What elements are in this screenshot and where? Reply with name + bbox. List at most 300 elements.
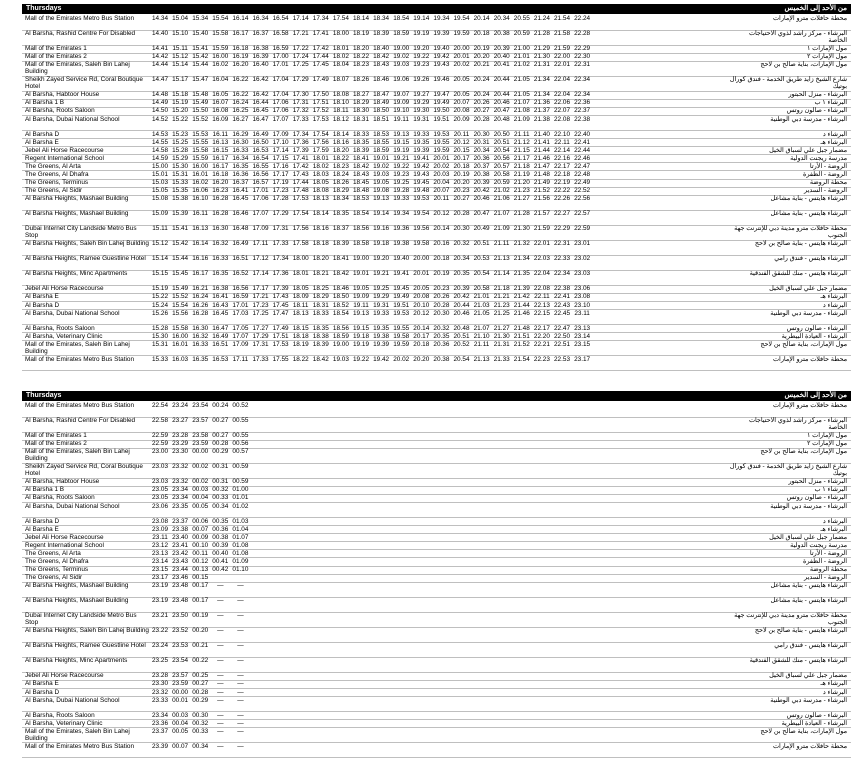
departure-time: — (217, 657, 224, 665)
departure-time: 20.56 (493, 154, 510, 162)
departure-time: 00.28 (212, 440, 229, 448)
departure-time: 00.38 (212, 533, 229, 541)
stop-name: Mall of the Emirates 1 (25, 432, 87, 439)
departure-time: 15.56 (172, 309, 189, 317)
departure-time: 16.33 (232, 146, 249, 154)
departure-time: 22.47 (554, 324, 570, 332)
departure-time: 20.57 (493, 162, 510, 170)
departure-time: — (217, 642, 224, 650)
stop-name: Mall of the Emirates, Saleh Bin Lahej Building (25, 448, 130, 463)
departure-time: 14.53 (152, 130, 168, 138)
departure-time: 21.05 (513, 91, 530, 99)
departure-time: 17.09 (272, 130, 289, 138)
stop-name: Al Barsha Heights, Ramee Guestline Hotel (25, 642, 146, 650)
departure-time: 00.27 (212, 417, 229, 424)
stop-name: Sheikh Zayed Service Rd, Coral Boutique Hotel (25, 463, 143, 478)
departure-time: 16.45 (252, 107, 269, 115)
departure-time: 18.59 (373, 146, 390, 154)
departure-time: 17.10 (272, 138, 289, 146)
departure-time: 00.56 (232, 440, 249, 448)
table-row (22, 116, 851, 132)
departure-time: 00.04 (172, 719, 189, 727)
departure-time: 16.28 (212, 195, 229, 203)
departure-time: 21.13 (473, 355, 490, 363)
departure-time: 22.47 (574, 162, 591, 170)
stop-name: Al Barsha Heights, Mashael Building (25, 195, 129, 203)
departure-time: 17.50 (312, 91, 329, 99)
departure-time: 19.00 (353, 255, 369, 263)
departure-time: 17.33 (272, 240, 289, 248)
departure-time: 21.13 (493, 255, 510, 263)
departure-time: 15.15 (152, 270, 168, 278)
departure-time: 21.27 (493, 324, 510, 332)
departure-time: 19.29 (373, 293, 390, 301)
departure-time: 20.28 (473, 115, 490, 123)
stop-name: The Greens, Terminus (25, 566, 89, 574)
departure-time: 18.50 (373, 107, 390, 115)
departure-time: 19.15 (353, 324, 369, 332)
stop-name-arabic: محطة حافلات مترو مدينة دبي للإنترنت جهة الجنوب (734, 225, 847, 240)
departure-time: 21.02 (513, 61, 530, 69)
departure-time: 17.36 (272, 270, 289, 278)
departure-time: 14.47 (152, 76, 168, 84)
departure-time: 20.50 (493, 130, 510, 138)
departure-time: 18.31 (353, 115, 369, 123)
departure-time: 23.27 (172, 417, 189, 424)
departure-time: 23.06 (152, 502, 168, 510)
departure-time: 00.13 (192, 566, 209, 574)
departure-time: 22.29 (574, 45, 591, 52)
departure-time: 18.09 (292, 293, 309, 301)
departure-time: 16.55 (252, 162, 269, 170)
departure-time: 20.58 (493, 171, 510, 178)
departure-time: 22.11 (534, 293, 550, 301)
departure-time: 22.36 (574, 99, 591, 107)
departure-time: 20.04 (433, 179, 450, 187)
stop-name-arabic: البرشاء - منزل الحبتور (788, 478, 847, 486)
stop-name-arabic: مول الإمارات، بناية صالح بن لاحج (760, 448, 847, 456)
departure-time: 15.09 (152, 210, 168, 218)
departure-time: 18.29 (312, 293, 329, 301)
departure-time: 16.11 (192, 210, 208, 218)
departure-time: 23.28 (152, 672, 168, 680)
departure-time: 23.02 (574, 255, 591, 263)
departure-time: 22.40 (574, 130, 591, 138)
departure-time: 17.11 (252, 240, 269, 248)
departure-time: 23.36 (152, 719, 168, 727)
stop-name: Al Barsha D (25, 130, 60, 138)
departure-time: 23.34 (152, 711, 168, 719)
stop-name-arabic: الروضة - السدير (804, 574, 847, 582)
departure-time: 16.17 (212, 154, 229, 162)
departure-time: 18.47 (373, 91, 390, 99)
stop-name: Al Barsha, Dubai National School (25, 309, 120, 317)
departure-time: 20.12 (413, 309, 430, 317)
departure-time: 18.20 (353, 45, 369, 52)
departure-time: 15.42 (192, 53, 209, 61)
departure-time: 18.59 (393, 30, 410, 37)
departure-time: 21.33 (493, 355, 510, 363)
departure-time: 21.47 (533, 162, 550, 170)
departure-time: 14.34 (152, 15, 168, 22)
departure-time: 15.55 (192, 138, 209, 146)
departure-time: — (237, 672, 244, 680)
departure-time: 20.24 (473, 91, 490, 99)
departure-time: 23.52 (172, 627, 189, 635)
departure-time: 15.22 (172, 115, 189, 123)
departure-time: 22.30 (574, 53, 591, 61)
stop-name-arabic: محطة حافلات مترو الإمارات (773, 15, 847, 22)
departure-time: 23.06 (574, 285, 591, 293)
departure-time: 18.43 (353, 171, 369, 178)
departure-time: 21.09 (493, 225, 510, 233)
departure-time: 20.26 (473, 99, 490, 107)
departure-time: 18.50 (332, 293, 349, 301)
departure-time: — (237, 627, 244, 635)
departure-time: 22.33 (554, 255, 570, 263)
departure-time: — (217, 719, 224, 727)
section-title: Thursdays (26, 5, 62, 12)
departure-time: 20.36 (473, 154, 490, 162)
departure-time: 23.53 (172, 642, 189, 650)
stop-name-arabic: البرشاء - مركز راشد لذوي الاحتياجات الخاصة (748, 30, 847, 44)
departure-time: 17.44 (312, 53, 329, 61)
departure-time: 21.56 (533, 195, 550, 203)
departure-time: 00.52 (232, 402, 249, 409)
table-row (22, 341, 851, 357)
departure-time: 00.04 (192, 494, 209, 502)
departure-time: 23.25 (152, 657, 168, 665)
departure-time: 16.47 (252, 115, 269, 123)
table-row (22, 612, 851, 628)
departure-time: 23.40 (172, 533, 189, 541)
stop-name-arabic: البرشاء هـ (820, 680, 847, 688)
departure-time: 19.22 (413, 53, 430, 61)
departure-time: 23.22 (152, 627, 168, 635)
departure-time: 16.49 (232, 240, 249, 248)
departure-time: 21.44 (533, 146, 550, 154)
departure-time: 19.40 (433, 45, 450, 52)
departure-time: 19.22 (353, 355, 369, 363)
departure-time: 20.14 (473, 15, 490, 22)
departure-time: 16.08 (212, 107, 229, 115)
stop-name-arabic: البرشاء - صالون روتس (786, 324, 847, 332)
departure-time: 20.47 (473, 210, 490, 218)
table-row (22, 642, 851, 658)
departure-time: 21.11 (473, 340, 490, 348)
departure-time: 21.57 (533, 210, 550, 218)
departure-time: 19.35 (373, 324, 390, 332)
departure-time: 15.20 (172, 107, 189, 115)
departure-time: 20.40 (493, 53, 510, 61)
departure-time: 00.02 (192, 463, 209, 471)
departure-time: 19.39 (433, 30, 450, 37)
departure-time: 18.01 (292, 270, 309, 278)
departure-time: 18.11 (292, 301, 309, 309)
departure-time: 23.13 (574, 324, 591, 332)
departure-time: 16.37 (252, 30, 269, 37)
departure-time: 22.49 (574, 179, 591, 187)
departure-time: 21.28 (533, 30, 550, 37)
departure-time: 20.44 (493, 76, 510, 84)
departure-time: 17.05 (232, 324, 249, 332)
departure-time: 23.13 (152, 549, 168, 557)
departure-time: 14.44 (152, 61, 168, 69)
departure-time: 19.21 (373, 270, 390, 278)
departure-time: 23.48 (172, 597, 189, 605)
departure-time: 23.03 (152, 463, 168, 471)
departure-time: 23.05 (152, 486, 168, 494)
departure-time: 21.42 (513, 293, 530, 301)
departure-time: 15.19 (172, 99, 189, 107)
departure-time: 19.36 (393, 225, 410, 233)
departure-time: 17.29 (252, 332, 269, 340)
stop-name: Al Barsha Heights, Mashael Building (25, 582, 129, 590)
departure-time: 22.59 (152, 440, 168, 448)
departure-time: — (237, 742, 244, 750)
departure-time: 22.20 (533, 332, 550, 340)
departure-time: 20.18 (433, 255, 450, 263)
departure-time: 20.30 (433, 309, 450, 317)
departure-time: 22.31 (574, 61, 591, 69)
departure-time: 19.42 (413, 162, 430, 170)
departure-time: 16.49 (252, 130, 269, 138)
departure-time: 20.20 (473, 53, 490, 61)
departure-time: 18.54 (353, 210, 369, 218)
departure-time: 00.35 (212, 517, 229, 525)
departure-time: 22.45 (554, 309, 570, 317)
departure-time: 19.48 (413, 187, 430, 195)
departure-time: 21.01 (473, 293, 490, 301)
departure-time: 20.34 (473, 146, 490, 154)
stop-name: Al Barsha, Habtoor House (25, 91, 100, 99)
departure-time: 22.34 (574, 76, 591, 84)
departure-time: 18.46 (373, 76, 390, 84)
departure-time: 20.59 (513, 30, 530, 37)
departure-time: 22.08 (554, 115, 570, 123)
departure-time: 18.29 (332, 187, 349, 195)
departure-time: 16.25 (232, 107, 249, 115)
stop-name-arabic: محطة الروضة (809, 566, 847, 574)
departure-time: 19.10 (393, 107, 410, 115)
departure-time: 19.13 (353, 309, 369, 317)
departure-time: 17.43 (272, 293, 289, 301)
departure-time: 17.25 (252, 309, 269, 317)
departure-time: 17.34 (312, 15, 329, 22)
stop-name: The Greens, Al Dhafra (25, 171, 89, 178)
departure-time: 20.41 (493, 61, 510, 69)
departure-time: 19.45 (413, 179, 430, 187)
departure-time: 19.41 (393, 270, 410, 278)
departure-time: 20.47 (493, 107, 510, 115)
departure-time: 21.40 (533, 130, 550, 138)
departure-time: 19.06 (393, 76, 410, 84)
departure-time: — (237, 727, 244, 735)
departure-time: 16.59 (272, 45, 289, 52)
departure-time: 21.34 (513, 255, 530, 263)
departure-time: 21.05 (513, 76, 530, 84)
departure-time: 20.23 (433, 285, 450, 293)
departure-time: 22.22 (554, 187, 570, 195)
stop-name-arabic: البرشاء - مدرسة دبي الوطنية (770, 502, 847, 510)
departure-time: 21.59 (554, 45, 570, 52)
stop-name-arabic: مضمار جبل علي لسباق الخيل (769, 285, 847, 293)
departure-time: 22.38 (554, 285, 570, 293)
departure-time: 19.53 (393, 309, 410, 317)
departure-time: 16.00 (172, 332, 189, 340)
departure-time: 00.29 (212, 448, 229, 456)
departure-time: 17.42 (312, 45, 329, 52)
stop-name: Regent International School (25, 541, 104, 549)
departure-time: 00.09 (192, 533, 209, 541)
departure-time: 19.39 (373, 340, 390, 348)
departure-time: 00.31 (212, 478, 229, 486)
table-row (22, 356, 851, 372)
departure-time: 20.07 (453, 99, 470, 107)
departure-time: 19.51 (393, 301, 410, 309)
stop-name: Al Barsha E (25, 525, 59, 533)
table-row (22, 657, 851, 673)
departure-time: — (237, 612, 244, 620)
departure-time: 20.52 (453, 340, 470, 348)
stop-name: Jebel Ali Horse Racecourse (25, 285, 104, 293)
departure-time: 19.02 (373, 162, 390, 170)
departure-time: 18.14 (332, 130, 349, 138)
departure-time: 19.14 (373, 210, 390, 218)
departure-time: 20.05 (453, 91, 470, 99)
departure-time: 17.51 (272, 332, 289, 340)
departure-time: 14.59 (152, 154, 168, 162)
departure-time: 18.12 (332, 115, 349, 123)
table-row (22, 627, 851, 643)
departure-time: 17.39 (292, 146, 309, 154)
departure-time: 20.23 (453, 187, 470, 195)
departure-time: 19.09 (393, 99, 410, 107)
departure-time: 00.17 (192, 597, 209, 605)
departure-time: — (217, 680, 224, 688)
departure-time: 00.01 (172, 696, 189, 704)
departure-time: 21.32 (513, 240, 530, 248)
departure-time: 21.41 (533, 138, 550, 146)
departure-time: 18.05 (312, 179, 329, 187)
departure-time: 23.43 (172, 558, 189, 565)
departure-time: 19.42 (433, 53, 450, 61)
departure-time: 21.39 (513, 285, 530, 293)
departure-time: 18.20 (332, 146, 349, 154)
departure-time: 00.03 (192, 486, 209, 494)
stop-name-arabic: مول الإمارات، بناية صالح بن لاحج (760, 61, 847, 69)
departure-time: 19.00 (393, 45, 410, 52)
stop-name-arabic: البرشاء - صالون روتس (786, 711, 847, 719)
departure-time: 22.26 (554, 195, 570, 203)
departure-time: 21.34 (533, 91, 550, 99)
departure-time: 18.23 (353, 61, 369, 69)
stop-name: Mall of the Emirates Metro Bus Station (25, 742, 135, 750)
departure-time: 19.02 (393, 53, 410, 61)
departure-time: 22.08 (533, 285, 550, 293)
table-row (22, 463, 851, 479)
stop-name: The Greens, Al Sidir (25, 574, 83, 582)
departure-time: — (217, 742, 224, 750)
departure-time: 22.01 (533, 240, 550, 248)
departure-time: 17.49 (272, 324, 289, 332)
departure-time: 19.59 (453, 30, 470, 37)
stop-name-arabic: الروضة - الظفرة (803, 558, 847, 565)
departure-time: 16.13 (192, 225, 209, 233)
departure-time: 20.34 (453, 255, 470, 263)
departure-time: 20.02 (393, 355, 410, 363)
departure-time: 00.31 (212, 463, 229, 471)
departure-time: 20.36 (433, 340, 450, 348)
departure-time: 14.41 (152, 45, 168, 52)
departure-time: 23.54 (192, 402, 209, 409)
departure-time: 18.22 (353, 53, 369, 61)
departure-time: 21.31 (533, 61, 550, 69)
departure-time: 19.55 (393, 324, 410, 332)
departure-time: 22.52 (574, 187, 591, 195)
departure-time: 15.47 (192, 76, 209, 84)
departure-time: 23.38 (172, 525, 189, 533)
departure-time: 00.34 (192, 742, 209, 750)
departure-time: 16.50 (252, 138, 269, 146)
departure-time: 16.13 (212, 138, 229, 146)
departure-time: 18.39 (353, 146, 369, 154)
stop-name: Al Barsha Heights, Saleh Bin Lahej Building (25, 240, 149, 248)
departure-time: 21.36 (533, 99, 550, 107)
departure-time: 18.08 (312, 187, 329, 195)
departure-time: 19.33 (393, 195, 410, 203)
table-row (22, 697, 851, 713)
departure-time: 18.04 (332, 61, 349, 69)
departure-time: 19.56 (413, 225, 430, 233)
departure-time: 16.00 (212, 53, 229, 61)
departure-time: 22.06 (554, 99, 570, 107)
departure-time: 23.58 (192, 432, 209, 439)
departure-time: — (237, 719, 244, 727)
departure-time: 01.08 (232, 541, 249, 549)
departure-time: 17.06 (252, 195, 269, 203)
departure-time: 16.19 (232, 53, 249, 61)
departure-time: 15.41 (172, 225, 189, 233)
departure-time: 18.35 (312, 324, 329, 332)
table-row (22, 76, 851, 92)
departure-time: 23.19 (152, 597, 168, 605)
departure-time: 22.31 (554, 240, 570, 248)
departure-time: 20.21 (473, 61, 490, 69)
departure-time: 21.31 (493, 340, 510, 348)
departure-time: 00.57 (232, 448, 249, 456)
stop-name-arabic: البرشاء - مدرسة دبي الوطنية (770, 696, 847, 704)
departure-time: 19.59 (393, 340, 410, 348)
departure-time: 19.30 (413, 107, 430, 115)
departure-time: 20.02 (433, 162, 450, 170)
departure-time: 18.13 (292, 309, 309, 317)
departure-time: 18.42 (353, 162, 369, 170)
departure-time: 16.27 (232, 115, 249, 123)
departure-time: 18.39 (312, 340, 329, 348)
departure-time: 15.19 (152, 285, 168, 293)
stop-name-arabic: البرشاء هايتس - بناية مشاعل (770, 582, 847, 590)
departure-time: — (237, 597, 244, 605)
departure-time: 15.26 (152, 309, 168, 317)
departure-time: 17.07 (272, 115, 289, 123)
departure-time: 18.19 (292, 340, 309, 348)
departure-time: 17.09 (232, 340, 249, 348)
departure-time: 18.20 (312, 255, 329, 263)
departure-time: 16.11 (212, 130, 229, 138)
departure-time: 19.11 (353, 301, 369, 309)
departure-time: 20.35 (453, 270, 470, 278)
